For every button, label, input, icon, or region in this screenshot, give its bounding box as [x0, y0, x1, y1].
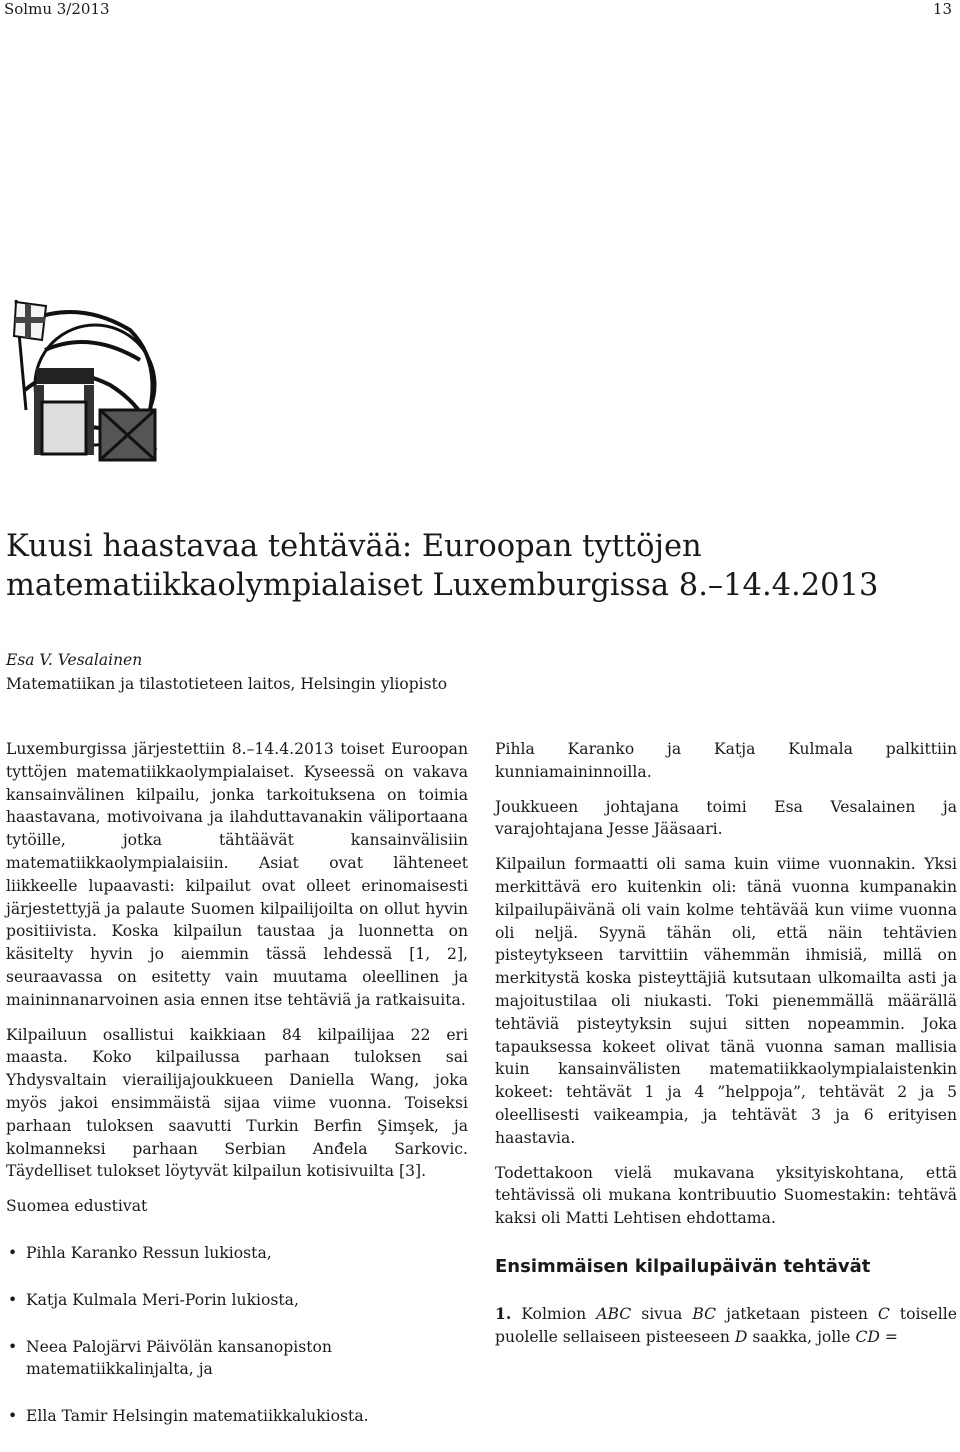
right-column: [495, 738, 957, 1360]
article-title: Kuusi haastavaa tehtävää: Euroopan tyttöjen matematiikkaolympialaiset Luxemburgissa 8.–14.4.2013: [6, 529, 879, 603]
bullet-icon: •: [8, 1243, 18, 1262]
team-intro: Suomea edustivat: [6, 1197, 148, 1216]
bullet-icon: •: [8, 1407, 18, 1426]
leaders-paragraph: Joukkueen johtajana toimi Esa Vesalainen ja varajohtajana Jesse Jääsaari.: [495, 797, 957, 839]
section-heading: Ensimmäisen kilpailupäivän tehtävät: [495, 1255, 871, 1277]
contribution-paragraph: Todettakoon vielä mukavana yksityiskohtana, että tehtävissä oli mukana kontribuutio Suomestakin: tehtävä kaksi oli Matti Lehtisen ehdottama.: [495, 1163, 957, 1228]
bullet-icon: •: [8, 1290, 18, 1309]
left-column: [6, 738, 468, 1452]
castle-flag-logo-icon: [0, 290, 175, 475]
awards-paragraph: Pihla Karanko ja Katja Kulmala palkittiin kunniamaininnoilla.: [495, 740, 957, 781]
intro-paragraph: Luxemburgissa järjestettiin 8.–14.4.2013 toiset Euroopan tyttöjen matematiikkaolympialaiset. Kyseessä on vakava kansainvälinen kilpailu, jonka tarkoituksena on toimia haastavana, motivoivana ja ilahduttavanakin väliportaana tytöille, jotka tähtäävät kansainvälisiin matematiikkaolympialaisiin. Asiat ovat lähteneet liikkeelle lupaavasti: kilpailut ovat olleet erinomaisesti järjestettyjä ja palaute Suomen kilpailijoilta on ollut hyvin positiivista. Koska kilpailun taustaa ja luonnetta on käsitelty hyvin jo aiemmin tässä lehdessä [1, 2], seuraavassa on esitetty vain muutama oleellinen ja maininnanarvoinen asia ennen itse tehtäviä ja ratkaisuita.: [6, 740, 468, 1009]
results-paragraph: Kilpailuun osallistui kaikkiaan 84 kilpailijaa 22 eri maasta. Koko kilpailussa parhaan tuloksen sai Yhdysvaltain vierailijajoukkueen Daniella Wang, joka myös jakoi ensimmäistä sijaa viime vuonna. Toiseksi parhaan tuloksen saavutti Turkin Berfin Şimşek, ja kolmanneksi parhaan Serbian Anđela Sarkovic. Täydelliset tulokset löytyvät kilpailun kotisivuilta [3].: [6, 1025, 468, 1181]
team-list: [6, 1242, 468, 1428]
running-head: [0, 0, 960, 22]
bullet-icon: •: [8, 1337, 18, 1356]
list-item: • Neea Palojärvi Päivölän kansanopiston matematiikkalinjalta, ja: [8, 1337, 332, 1379]
journal-issue: Solmu 3/2013: [4, 0, 110, 18]
problem-1: 1. Kolmion ABC sivua BC jatketaan pisteen C toiselle puolelle sellaiseen pisteeseen D saakka, jolle CD =: [495, 1303, 957, 1346]
author-name: Esa V. Vesalainen: [6, 651, 143, 669]
list-item: • Pihla Karanko Ressun lukiosta,: [6, 1242, 468, 1265]
page-number: 13: [932, 0, 952, 18]
format-paragraph: Kilpailun formaatti oli sama kuin viime vuonnakin. Yksi merkittävä ero kuitenkin oli: tänä vuonna kumpanakin kilpailupäivänä oli vain kolme tehtävää kun viime vuonna oli neljä. Syynä tähän oli, että näin tehtävien pisteytykseen tarvittiin vähemmän ihmisiä, millä on merkitystä koska pisteyttäjiä kutsutaan ulkomailta asti ja majoitustilaa oli niukasti. Toki pienemmällä määrällä tehtäviä pisteytyksin sujui sitten nopeammin. Joka tapauksessa kokeet olivat tänä vuonna saman mallisia kuin kansainvälisten matematiikkaolympialaistenkin kokeet: tehtävät 1 ja 4 ”helppoja”, tehtävät 2 ja 5 oleellisesti vaikeampia, ja tehtävät 3 ja 6 erityisen haastavia.: [495, 855, 957, 1147]
problem-number: 1.: [495, 1303, 512, 1323]
list-item: • Ella Tamir Helsingin matematiikkalukiosta.: [6, 1405, 468, 1428]
author-affiliation: Matematiikan ja tilastotieteen laitos, Helsingin yliopisto: [6, 675, 448, 693]
list-item: • Katja Kulmala Meri-Porin lukiosta,: [6, 1289, 468, 1312]
